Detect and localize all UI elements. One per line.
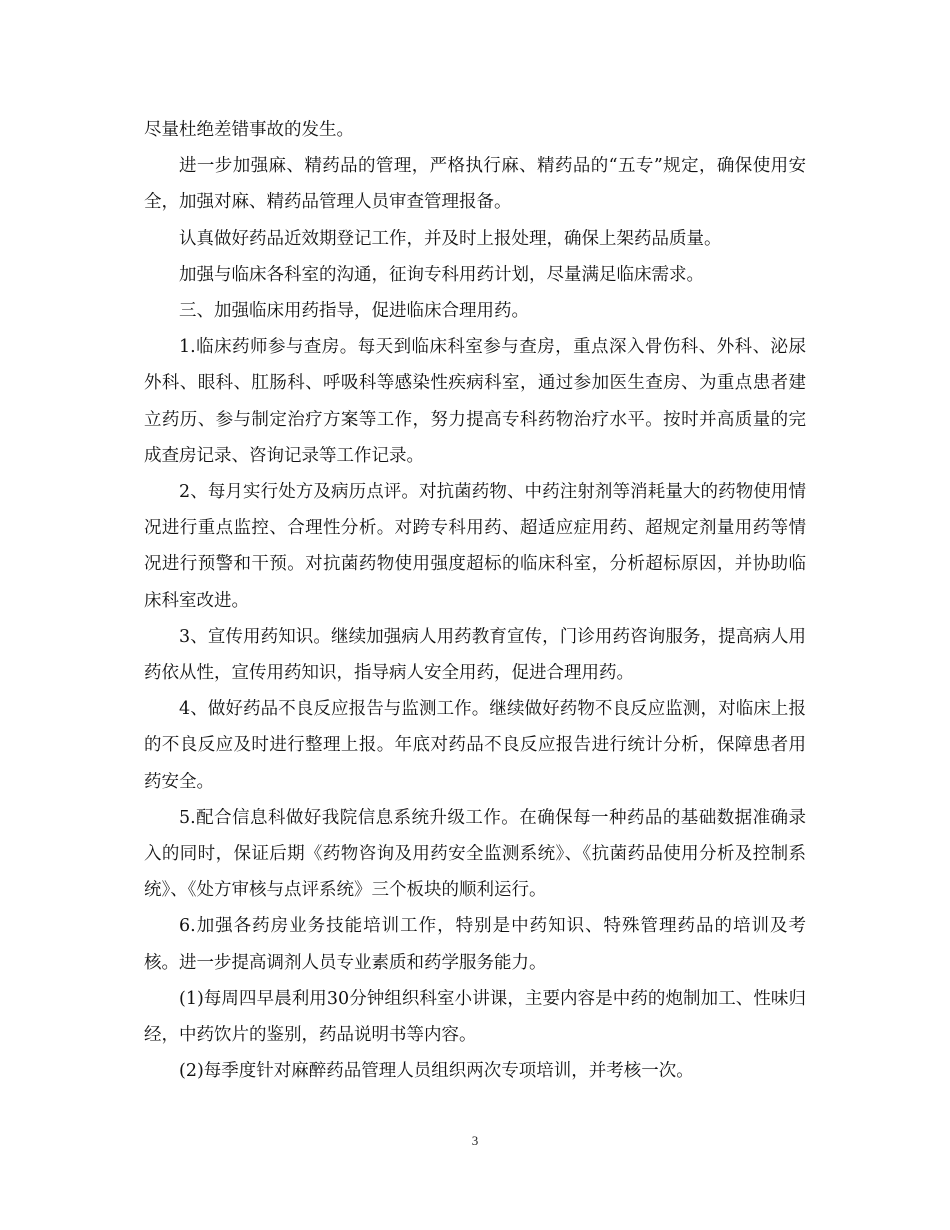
section-heading-3: 三、加强临床用药指导，促进临床合理用药。 xyxy=(179,301,529,322)
paragraph-item-5: 5.配合信息科做好我院信息系统升级工作。在确保每一种药品的基础数据准确录入的同时，保证后期《药物咨询及用药安全监测系统》、《抗菌药品使用分析及控制系统》、《处方审核与点评系统》三个板块的顺利运行。 xyxy=(144,807,806,901)
paragraph-subitem-1: (1)每周四早晨利用30分钟组织科室小讲课，主要内容是中药的炮制加工、性味归经，中药饮片的鉴别，药品说明书等内容。 xyxy=(144,988,806,1046)
paragraph-4: 加强与临床各科室的沟通，征询专科用药计划，尽量满足临床需求。 xyxy=(179,264,704,285)
paragraph-item-2: 2、每月实行处方及病历点评。对抗菌药物、中药注射剂等消耗量大的药物使用情况进行重点监控、合理性分析。对跨专科用药、超适应症用药、超规定剂量用药等情况进行预警和干预。对抗菌药物使用强度超标的临床科室，分析超标原因，并协助临床科室改进。 xyxy=(144,482,806,611)
paragraph-item-6: 6.加强各药房业务技能培训工作，特别是中药知识、特殊管理药品的培训及考核。进一步提高调剂人员专业素质和药学服务能力。 xyxy=(144,916,806,973)
paragraph-3: 认真做好药品近效期登记工作，并及时上报处理，确保上架药品质量。 xyxy=(179,228,722,249)
paragraph-item-4: 4、做好药品不良反应报告与监测工作。继续做好药物不良反应监测，对临床上报的不良反应及时进行整理上报。年底对药品不良反应报告进行统计分析，保障患者用药安全。 xyxy=(144,699,806,792)
page-number: 3 xyxy=(471,1133,479,1148)
document-body xyxy=(144,112,806,1089)
paragraph-2: 进一步加强麻、精药品的管理，严格执行麻、精药品的“五专”规定，确保使用安全，加强对麻、精药品管理人员审查管理报备。 xyxy=(144,156,806,213)
paragraph-item-3: 3、宣传用药知识。继续加强病人用药教育宣传，门诊用药咨询服务，提高病人用药依从性，宣传用药知识，指导病人安全用药，促进合理用药。 xyxy=(144,626,806,684)
paragraph-1: 尽量杜绝差错事故的发生。 xyxy=(144,120,354,140)
paragraph-item-1: 1.临床药师参与查房。每天到临床科室参与查房，重点深入骨伤科、外科、泌尿外科、眼科、肛肠科、呼吸科等感染性疾病科室，通过参加医生查房、为重点患者建立药历、参与制定治疗方案等工作，努力提高专科药物治疗水平。按时并高质量的完成查房记录、咨询记录等工作记录。 xyxy=(144,337,806,466)
paragraph-subitem-2: (2)每季度针对麻醉药品管理人员组织两次专项培训，并考核一次。 xyxy=(179,1061,694,1082)
